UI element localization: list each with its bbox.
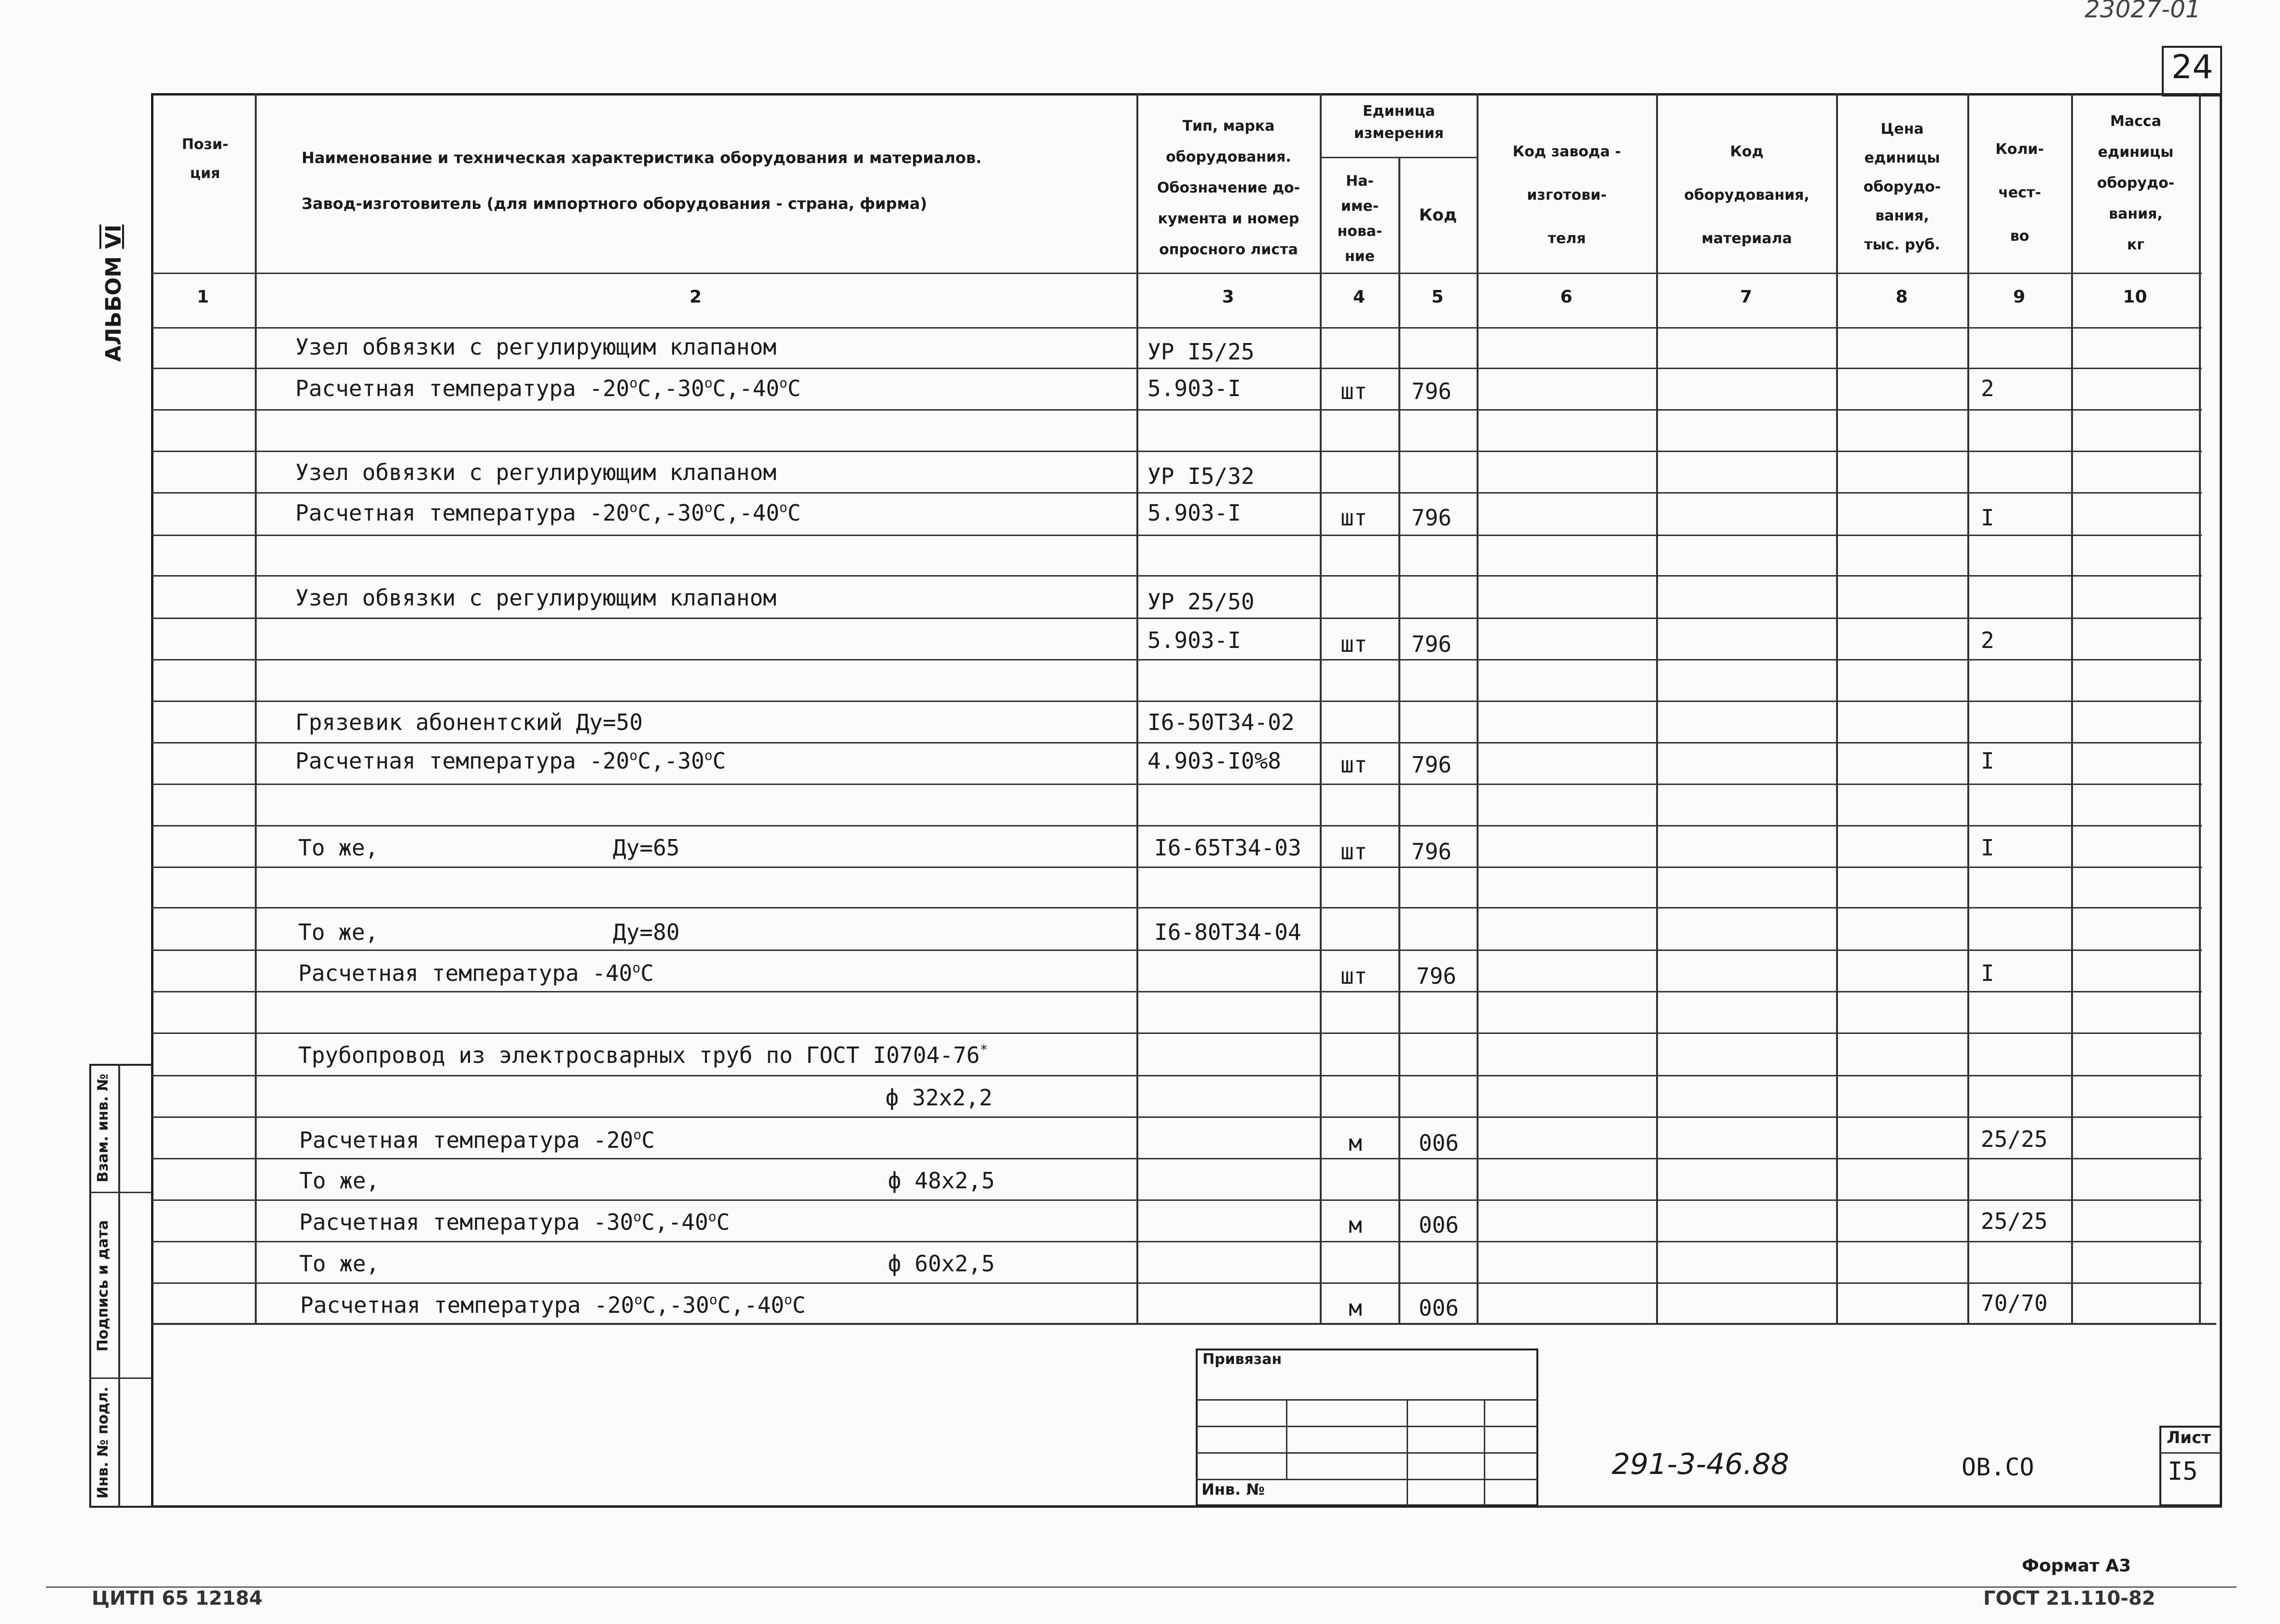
header-col8: Цена единицы оборудо- вания, тыс. руб. — [1863, 121, 1941, 253]
row4-code: 796 — [1411, 505, 1452, 531]
row9-type: I6-65Т34-03 — [1154, 835, 1301, 861]
row16-unit: м — [1349, 1212, 1362, 1238]
header-col2: Наименование и техническая характеристика оборудования и материалов. Завод-изготовитель (для импортного оборудования - страна, фирма) — [302, 149, 982, 213]
side-inv-zam: Взам. инв. № — [95, 1073, 111, 1183]
row3-name: Узел обвязки с регулирующим клапаном — [295, 459, 776, 485]
row6-type: 5.903-I — [1147, 627, 1241, 653]
footer-left: ЦИТП 65 12184 — [92, 1587, 263, 1610]
row13-dim: ф 32x2,2 — [885, 1085, 993, 1111]
colnum-6: 6 — [1560, 287, 1573, 307]
page-number: 24 — [2171, 48, 2213, 86]
doc-number: 23027-01 — [2085, 0, 2201, 23]
row7-name: Грязевик абонентский Ду=50 — [295, 709, 643, 735]
footer-format: Формат А3 — [2022, 1556, 2131, 1576]
row14-name: Расчетная температура -20$^o$С — [299, 1127, 655, 1153]
row6-unit: шт — [1340, 631, 1368, 657]
colnum-2: 2 — [689, 287, 702, 307]
row11-unit: шт — [1340, 963, 1368, 989]
privyazan-label: Привязан — [1202, 1351, 1282, 1368]
row14-qty: 25/25 — [1981, 1126, 2048, 1152]
row17-name: То же, — [299, 1251, 380, 1277]
side-sign-date: Подпись и дата — [95, 1220, 111, 1352]
album-number: VI — [101, 224, 126, 249]
row8-name: Расчетная температура -20$^o$С,-30$^o$С — [295, 747, 726, 774]
row1-name: Узел обвязки с регулирующим клапаном — [295, 334, 776, 360]
row14-unit: м — [1349, 1130, 1362, 1156]
header-col9: Коли- чест- во — [1995, 141, 2044, 245]
row9-unit: шт — [1340, 839, 1368, 865]
row12-name: Трубопровод из электросварных труб по ГОСТ I0704-76* — [298, 1042, 988, 1068]
row8-type: 4.903-I0%8 — [1147, 748, 1281, 774]
colnum-1: 1 — [196, 287, 209, 307]
stamp-sheet-label: Лист — [2167, 1428, 2211, 1447]
colnum-5: 5 — [1431, 287, 1444, 307]
row11-code: 796 — [1416, 963, 1457, 989]
row18-qty: 70/70 — [1981, 1290, 2048, 1316]
stamp-sheet-number: I5 — [2168, 1457, 2198, 1486]
row6-code: 796 — [1411, 631, 1452, 657]
row16-qty: 25/25 — [1981, 1208, 2048, 1234]
row2-qty: 2 — [1981, 375, 1994, 401]
row16-name: Расчетная температура -30$^o$С,-40$^o$С — [299, 1209, 730, 1235]
stamp-inv-no: Инв. № — [1202, 1480, 1265, 1499]
row18-name: Расчетная температура -20$^o$С,-30$^o$С,-40$^o$С — [300, 1292, 806, 1318]
row9-name: То же, — [298, 835, 379, 861]
colnum-10: 10 — [2123, 287, 2147, 307]
row9-qty: I — [1981, 835, 1994, 861]
footer-right: ГОСТ 21.110-82 — [1983, 1587, 2156, 1610]
header-unit-title: Единица измерения — [1354, 103, 1444, 142]
colnum-8: 8 — [1895, 287, 1908, 307]
row18-unit: м — [1349, 1295, 1362, 1321]
row8-code: 796 — [1411, 752, 1452, 778]
side-inv-podl: Инв. № подл. — [95, 1386, 111, 1499]
row2-code: 796 — [1411, 378, 1452, 404]
header-col5: Код — [1419, 206, 1457, 225]
row6-qty: 2 — [1981, 627, 1994, 653]
row5-name: Узел обвязки с регулирующим клапаном — [295, 585, 776, 611]
row4-type: 5.903-I — [1147, 500, 1241, 526]
stamp-doc-code: 291-3-46.88 — [1612, 1447, 1789, 1481]
header-col10: Масса единицы оборудо- вания, кг — [2097, 113, 2175, 253]
colnum-9: 9 — [2013, 287, 2026, 307]
row10-type: I6-80Т34-04 — [1154, 919, 1301, 945]
album-label — [101, 224, 130, 362]
row11-name: Расчетная температура -40$^o$С — [298, 960, 654, 986]
header-col7: Код оборудования, материала — [1684, 143, 1810, 247]
row3-type: УР I5/32 — [1147, 463, 1255, 489]
row4-qty: I — [1981, 505, 1994, 531]
row4-unit: шт — [1340, 505, 1368, 531]
row15-dim: ф 48x2,5 — [888, 1168, 995, 1194]
header-col6: Код завода - изготови- теля — [1512, 143, 1621, 247]
header-col4: На- име- нова- ние — [1337, 173, 1382, 265]
header-col3: Тип, марка оборудования. Обозначение до- кумента и номер опросного листа — [1157, 118, 1300, 258]
row7-type: I6-50Т34-02 — [1147, 709, 1295, 735]
header-col1: Пози- ция — [181, 136, 229, 182]
row1-type: УР I5/25 — [1147, 339, 1255, 365]
row8-qty: I — [1981, 748, 1994, 774]
row2-type: 5.903-I — [1147, 375, 1241, 401]
row11-qty: I — [1981, 960, 1994, 986]
row4-name: Расчетная температура -20$^o$С,-30$^o$С,-40$^o$С — [295, 499, 801, 526]
row17-dim: ф 60x2,5 — [888, 1251, 995, 1277]
row18-code: 006 — [1419, 1295, 1459, 1321]
row5-type: УР 25/50 — [1147, 589, 1255, 615]
row16-code: 006 — [1419, 1212, 1459, 1238]
row14-code: 006 — [1419, 1130, 1459, 1156]
row10-name: То же, — [298, 919, 379, 945]
row2-unit: шт — [1340, 378, 1368, 404]
row8-unit: шт — [1340, 752, 1368, 778]
row10-du: Ду=80 — [613, 919, 680, 945]
album-label-text: АЛЬБОМ — [101, 256, 126, 362]
colnum-3: 3 — [1222, 287, 1234, 307]
row9-code: 796 — [1411, 839, 1452, 865]
colnum-7: 7 — [1740, 287, 1753, 307]
colnum-4: 4 — [1353, 287, 1366, 307]
stamp-sheet-code: ОВ.СО — [1962, 1453, 2034, 1481]
row9-du: Ду=65 — [613, 835, 680, 861]
row15-name: То же, — [299, 1168, 380, 1194]
row2-name: Расчетная температура -20$^o$С,-30$^o$С,-40$^o$С — [295, 375, 801, 401]
